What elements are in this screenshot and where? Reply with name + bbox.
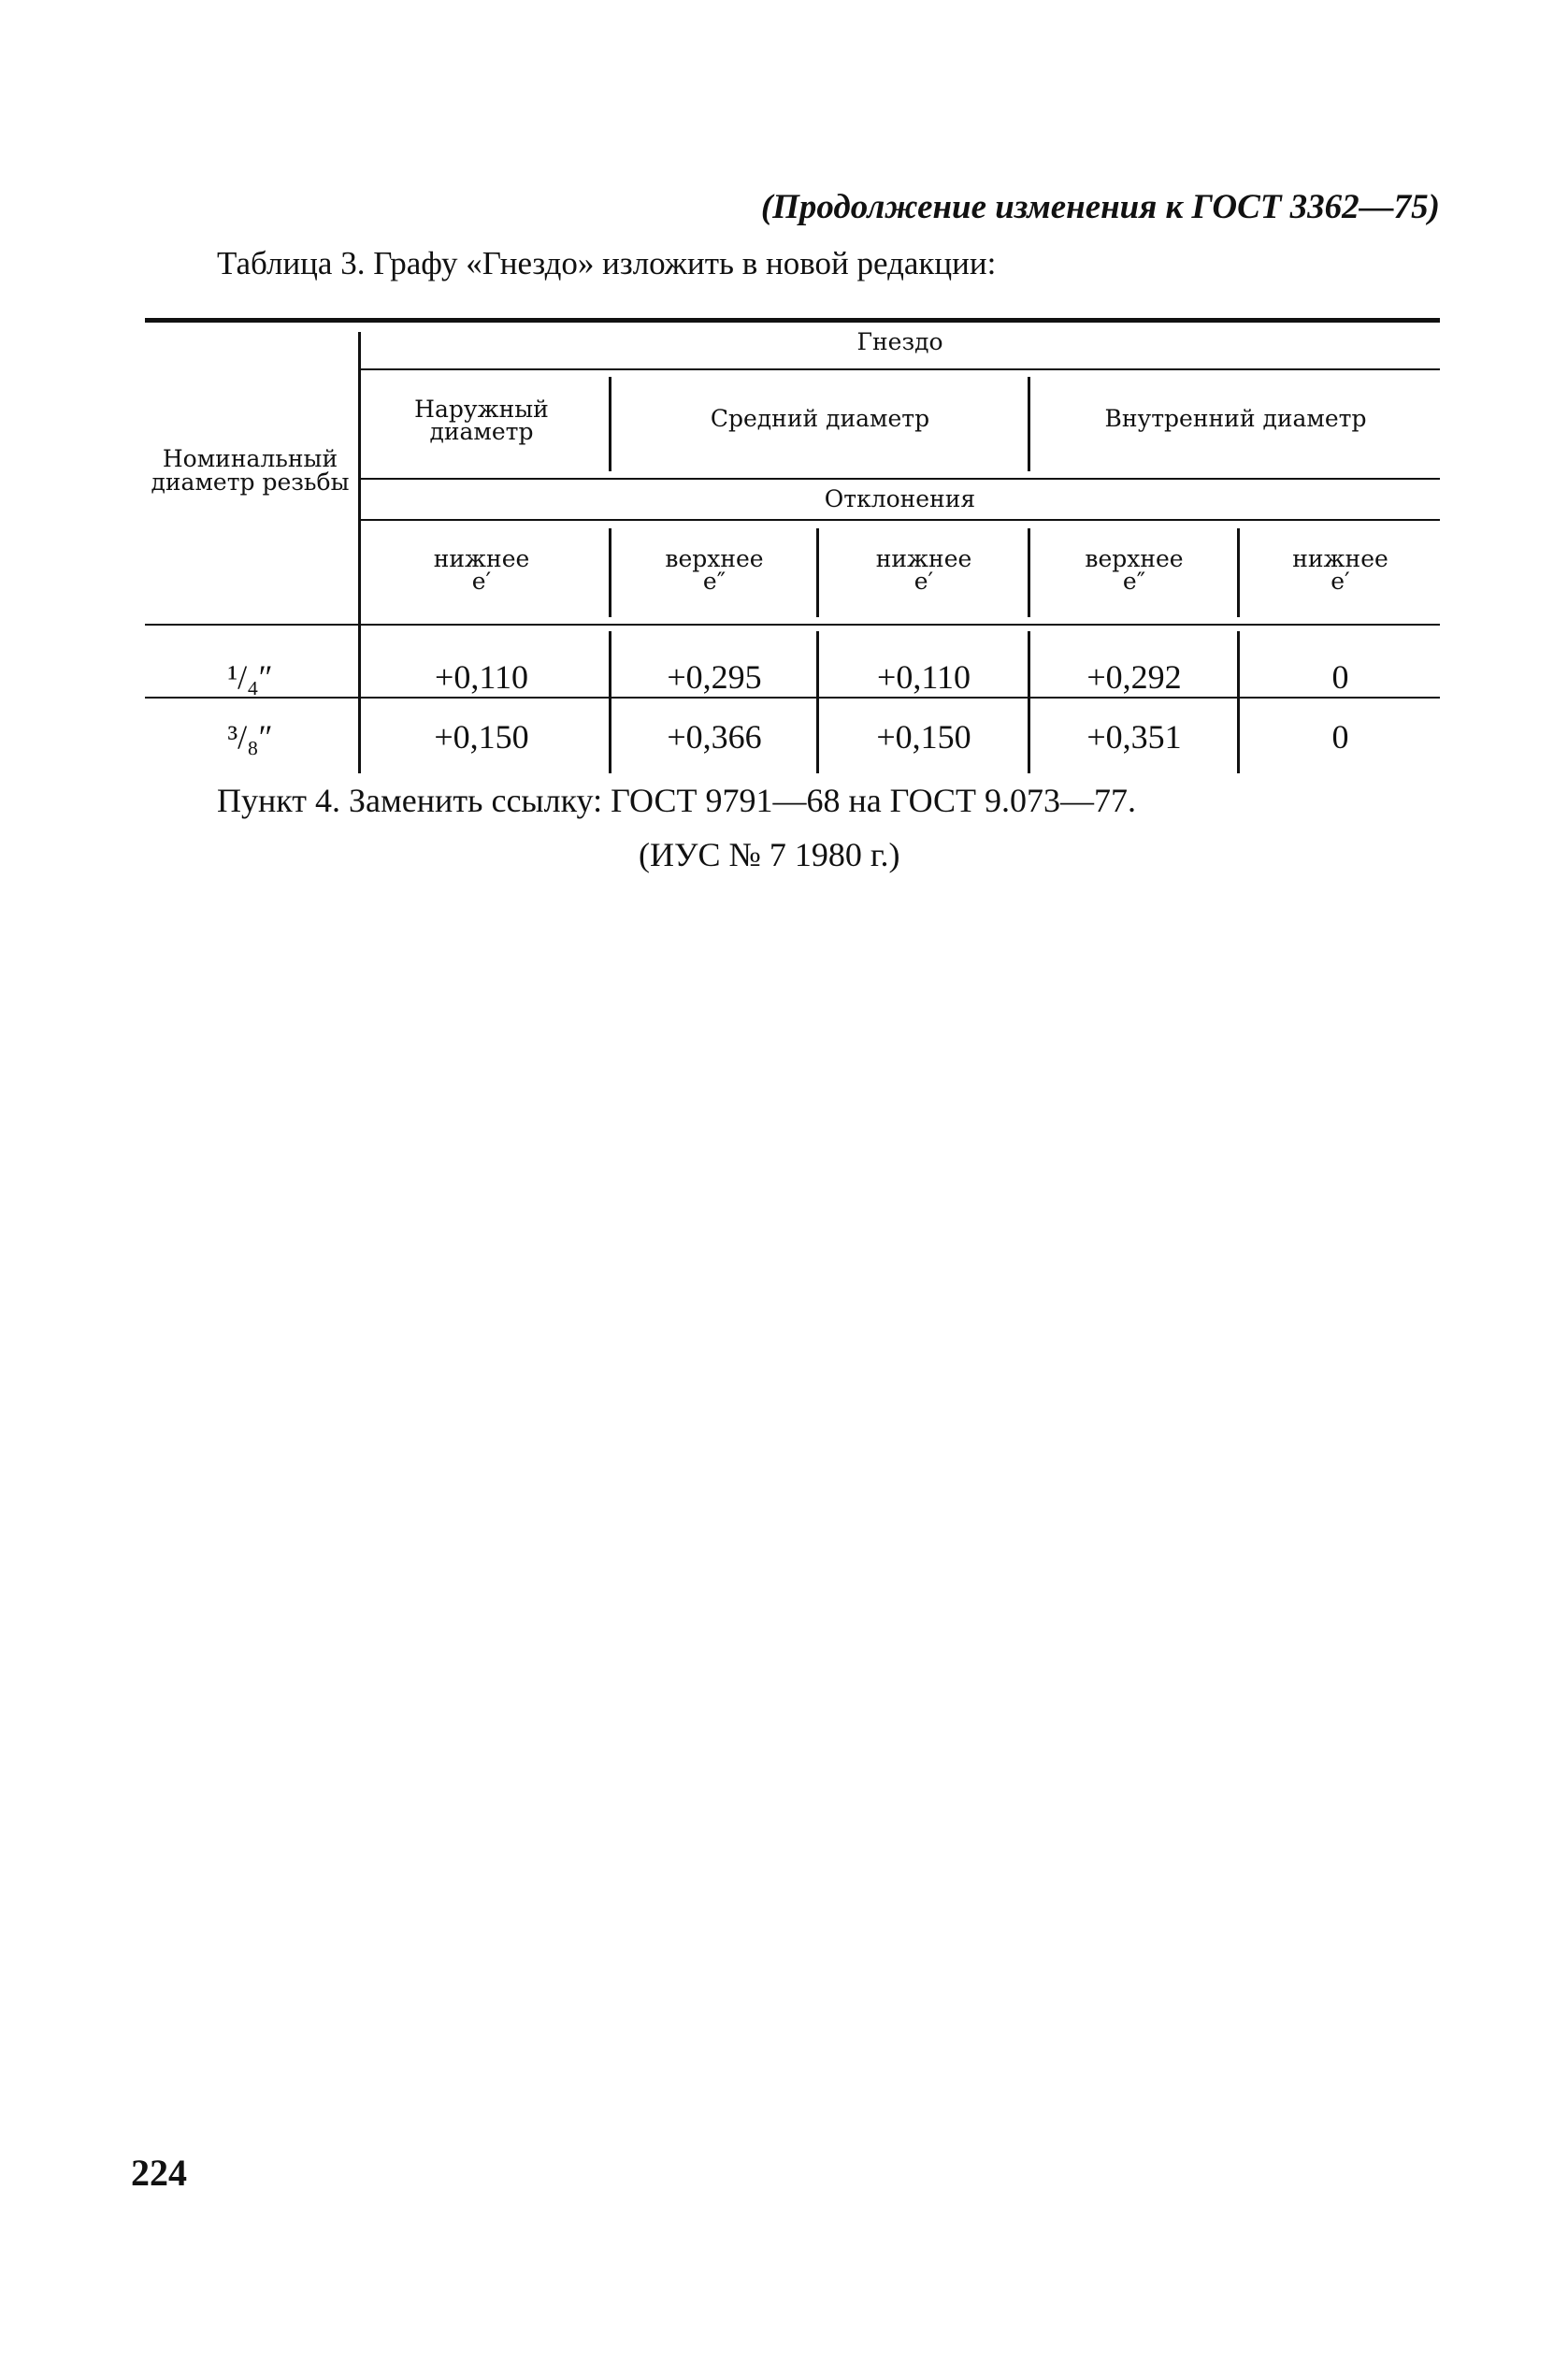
row-value: 0 bbox=[1331, 718, 1349, 756]
col-divider-2-body bbox=[816, 631, 819, 773]
amendment-paragraph: Пункт 4. Заменить ссылку: ГОСТ 9791—68 на ГОСТ 9.073—77. bbox=[217, 782, 1137, 819]
col-divider-2-sub bbox=[816, 528, 819, 617]
rule-below-header bbox=[145, 624, 1440, 626]
subheader-4-label: верхнее bbox=[1085, 545, 1184, 572]
col-divider-1-sub bbox=[609, 528, 611, 617]
row-value: +0,295 bbox=[667, 658, 762, 696]
header-nominal-diameter: Номинальный диаметр резьбы bbox=[151, 445, 350, 496]
col-divider-1-body bbox=[609, 631, 611, 773]
page-number: 224 bbox=[131, 2152, 187, 2194]
header-inner-diameter: Внутренний диаметр bbox=[1104, 405, 1367, 432]
rule-below-nest bbox=[360, 368, 1440, 370]
subheader-5-symbol: e′ bbox=[1331, 568, 1350, 595]
subheader-3-label: нижнее bbox=[875, 545, 972, 572]
row-value: +0,150 bbox=[434, 718, 529, 756]
ius-reference: (ИУС № 7 1980 г.) bbox=[639, 836, 900, 873]
continuation-heading: (Продолжение изменения к ГОСТ 3362—75) bbox=[760, 188, 1440, 226]
row-value: +0,110 bbox=[435, 658, 528, 696]
row-value: +0,351 bbox=[1086, 718, 1182, 756]
subheader-5 bbox=[1241, 545, 1440, 595]
col-divider-4-body bbox=[1237, 631, 1240, 773]
row-nominal: ¹/₄″ bbox=[227, 658, 273, 696]
col-divider-nominal bbox=[358, 332, 361, 773]
subheader-5-label: нижнее bbox=[1292, 545, 1388, 572]
col-divider-3-body bbox=[1028, 631, 1030, 773]
header-nest: Гнездо bbox=[856, 328, 943, 355]
rule-between-rows bbox=[145, 697, 1440, 699]
subheader-2 bbox=[612, 545, 816, 595]
rule-above-deviations bbox=[360, 478, 1440, 480]
table-top-rule bbox=[145, 318, 1440, 323]
header-deviations: Отклонения bbox=[824, 485, 976, 512]
row-value: +0,366 bbox=[667, 718, 762, 756]
col-divider-4-sub bbox=[1237, 528, 1240, 617]
subheader-1-label: нижнее bbox=[433, 545, 530, 572]
subheader-1 bbox=[383, 545, 580, 595]
row-value: +0,292 bbox=[1086, 658, 1182, 696]
subheader-4-symbol: e″ bbox=[1122, 568, 1146, 595]
header-outer-diameter: Наружный диаметр bbox=[414, 396, 549, 445]
col-divider-3-sub bbox=[1028, 528, 1030, 617]
col-divider-outer-header bbox=[609, 377, 611, 471]
subheader-4 bbox=[1031, 545, 1237, 595]
table-caption: Таблица 3. Графу «Гнездо» изложить в новой редакции: bbox=[217, 245, 997, 281]
row-nominal: ³/₈″ bbox=[227, 718, 273, 756]
subheader-2-symbol: e″ bbox=[702, 568, 726, 595]
col-divider-mean-header bbox=[1028, 377, 1030, 471]
subheader-2-label: верхнее bbox=[665, 545, 764, 572]
subheader-1-symbol: e′ bbox=[471, 568, 492, 595]
row-value: +0,150 bbox=[876, 718, 971, 756]
rule-below-deviations bbox=[360, 519, 1440, 521]
subheader-3 bbox=[820, 545, 1028, 595]
subheader-3-symbol: e′ bbox=[913, 568, 934, 595]
row-value: 0 bbox=[1331, 658, 1349, 696]
header-mean-diameter: Средний диаметр bbox=[710, 405, 930, 432]
row-value: +0,110 bbox=[877, 658, 971, 696]
